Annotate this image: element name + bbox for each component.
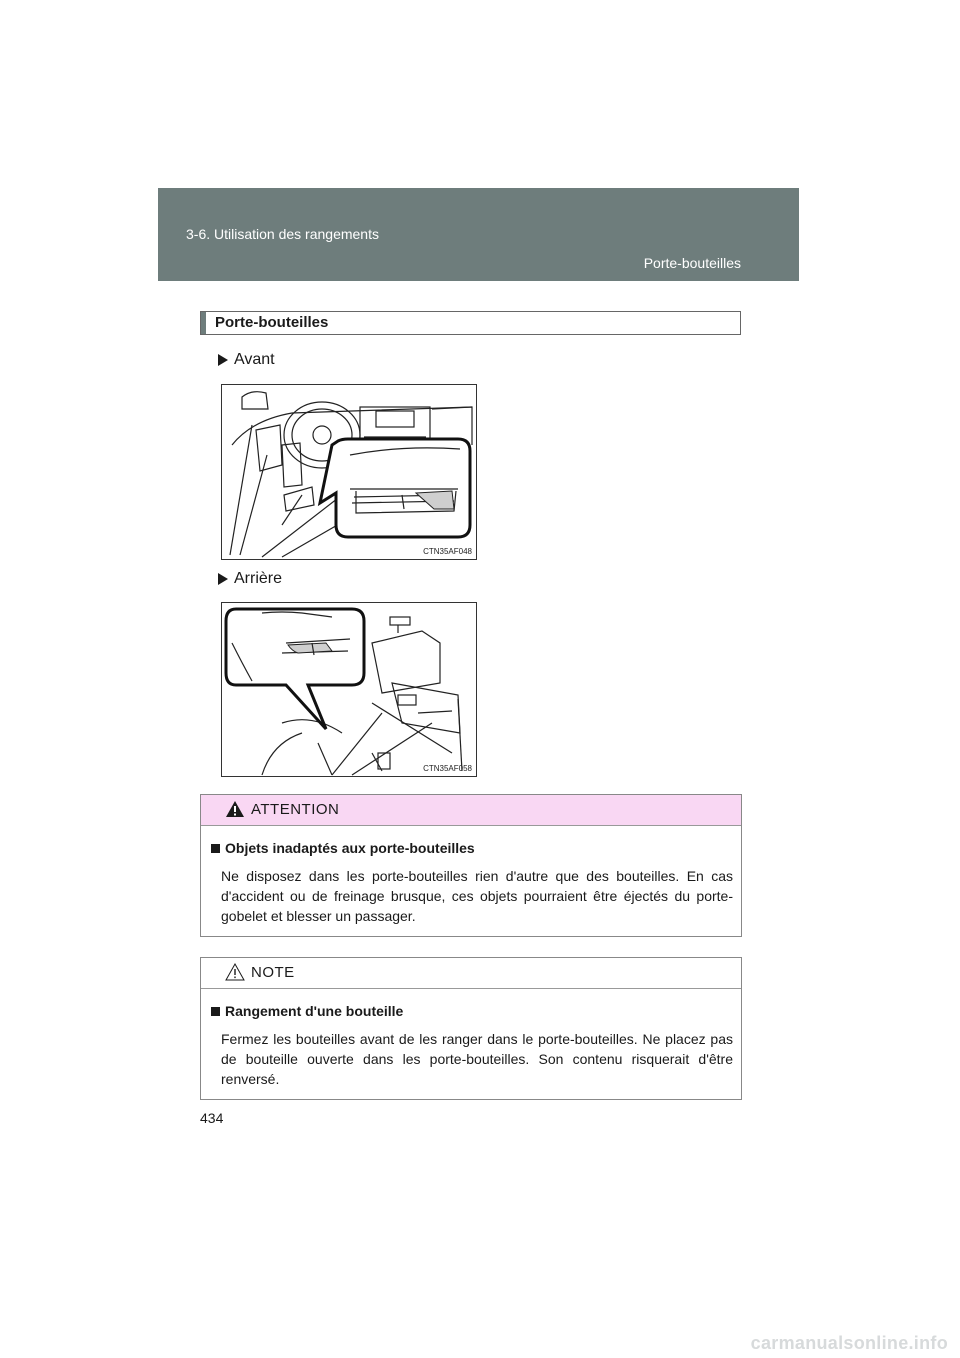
note-title-text: Rangement d'une bouteille bbox=[225, 1003, 404, 1019]
section-heading bbox=[200, 311, 741, 335]
attention-box bbox=[200, 794, 742, 937]
note-item-title bbox=[211, 1001, 733, 1021]
square-bullet-icon bbox=[211, 1007, 220, 1016]
note-body bbox=[201, 989, 741, 1103]
chapter-title: 3-6. Utilisation des rangements bbox=[186, 226, 379, 242]
triangle-bullet-icon bbox=[218, 573, 228, 585]
watermark-logo: carmanualsonline.info bbox=[750, 1333, 948, 1353]
note-header bbox=[201, 958, 741, 989]
subheading-rear-label: Arrière bbox=[234, 570, 283, 587]
subheading-front bbox=[218, 351, 275, 369]
attention-body bbox=[201, 826, 741, 940]
attention-item-title bbox=[211, 838, 733, 858]
section-title: Porte-bouteilles bbox=[215, 314, 329, 331]
note-box bbox=[200, 957, 742, 1100]
triangle-bullet-icon bbox=[218, 354, 228, 366]
section-label: Porte-bouteilles bbox=[643, 255, 741, 271]
figure-rear-bottle-holder bbox=[221, 602, 477, 777]
note-text: Fermez les bouteilles avant de les ranger dans le porte-bouteilles. Ne placez pas de bouteille ouverte dans les porte-bouteilles. Son contenu risquerait d'être renversé. bbox=[221, 1031, 733, 1087]
page-number: 434 bbox=[200, 1110, 224, 1126]
warning-triangle-icon bbox=[225, 800, 245, 818]
page-header bbox=[158, 188, 799, 281]
attention-label: ATTENTION bbox=[251, 801, 340, 818]
subheading-rear bbox=[218, 570, 282, 588]
figure-front-bottle-holder bbox=[221, 384, 477, 560]
attention-text: Ne disposez dans les porte-bouteilles rien d'autre que des bouteilles. En cas d'accident ou de freinage brusque, ces objets pourraient être éjectés du porte-gobelet et blesser un passager. bbox=[221, 868, 733, 924]
section-accent bbox=[201, 312, 206, 334]
subheading-front-label: Avant bbox=[234, 351, 275, 368]
attention-header bbox=[201, 795, 741, 826]
front-door-illustration bbox=[222, 385, 476, 559]
note-label: NOTE bbox=[251, 964, 295, 981]
attention-title-text: Objets inadaptés aux porte-bouteilles bbox=[225, 840, 475, 856]
square-bullet-icon bbox=[211, 844, 220, 853]
rear-console-illustration bbox=[222, 603, 476, 776]
figure-code: CTN35AF048 bbox=[423, 547, 472, 556]
figure-code: CTN35AF058 bbox=[423, 764, 472, 773]
caution-triangle-icon bbox=[225, 963, 245, 981]
